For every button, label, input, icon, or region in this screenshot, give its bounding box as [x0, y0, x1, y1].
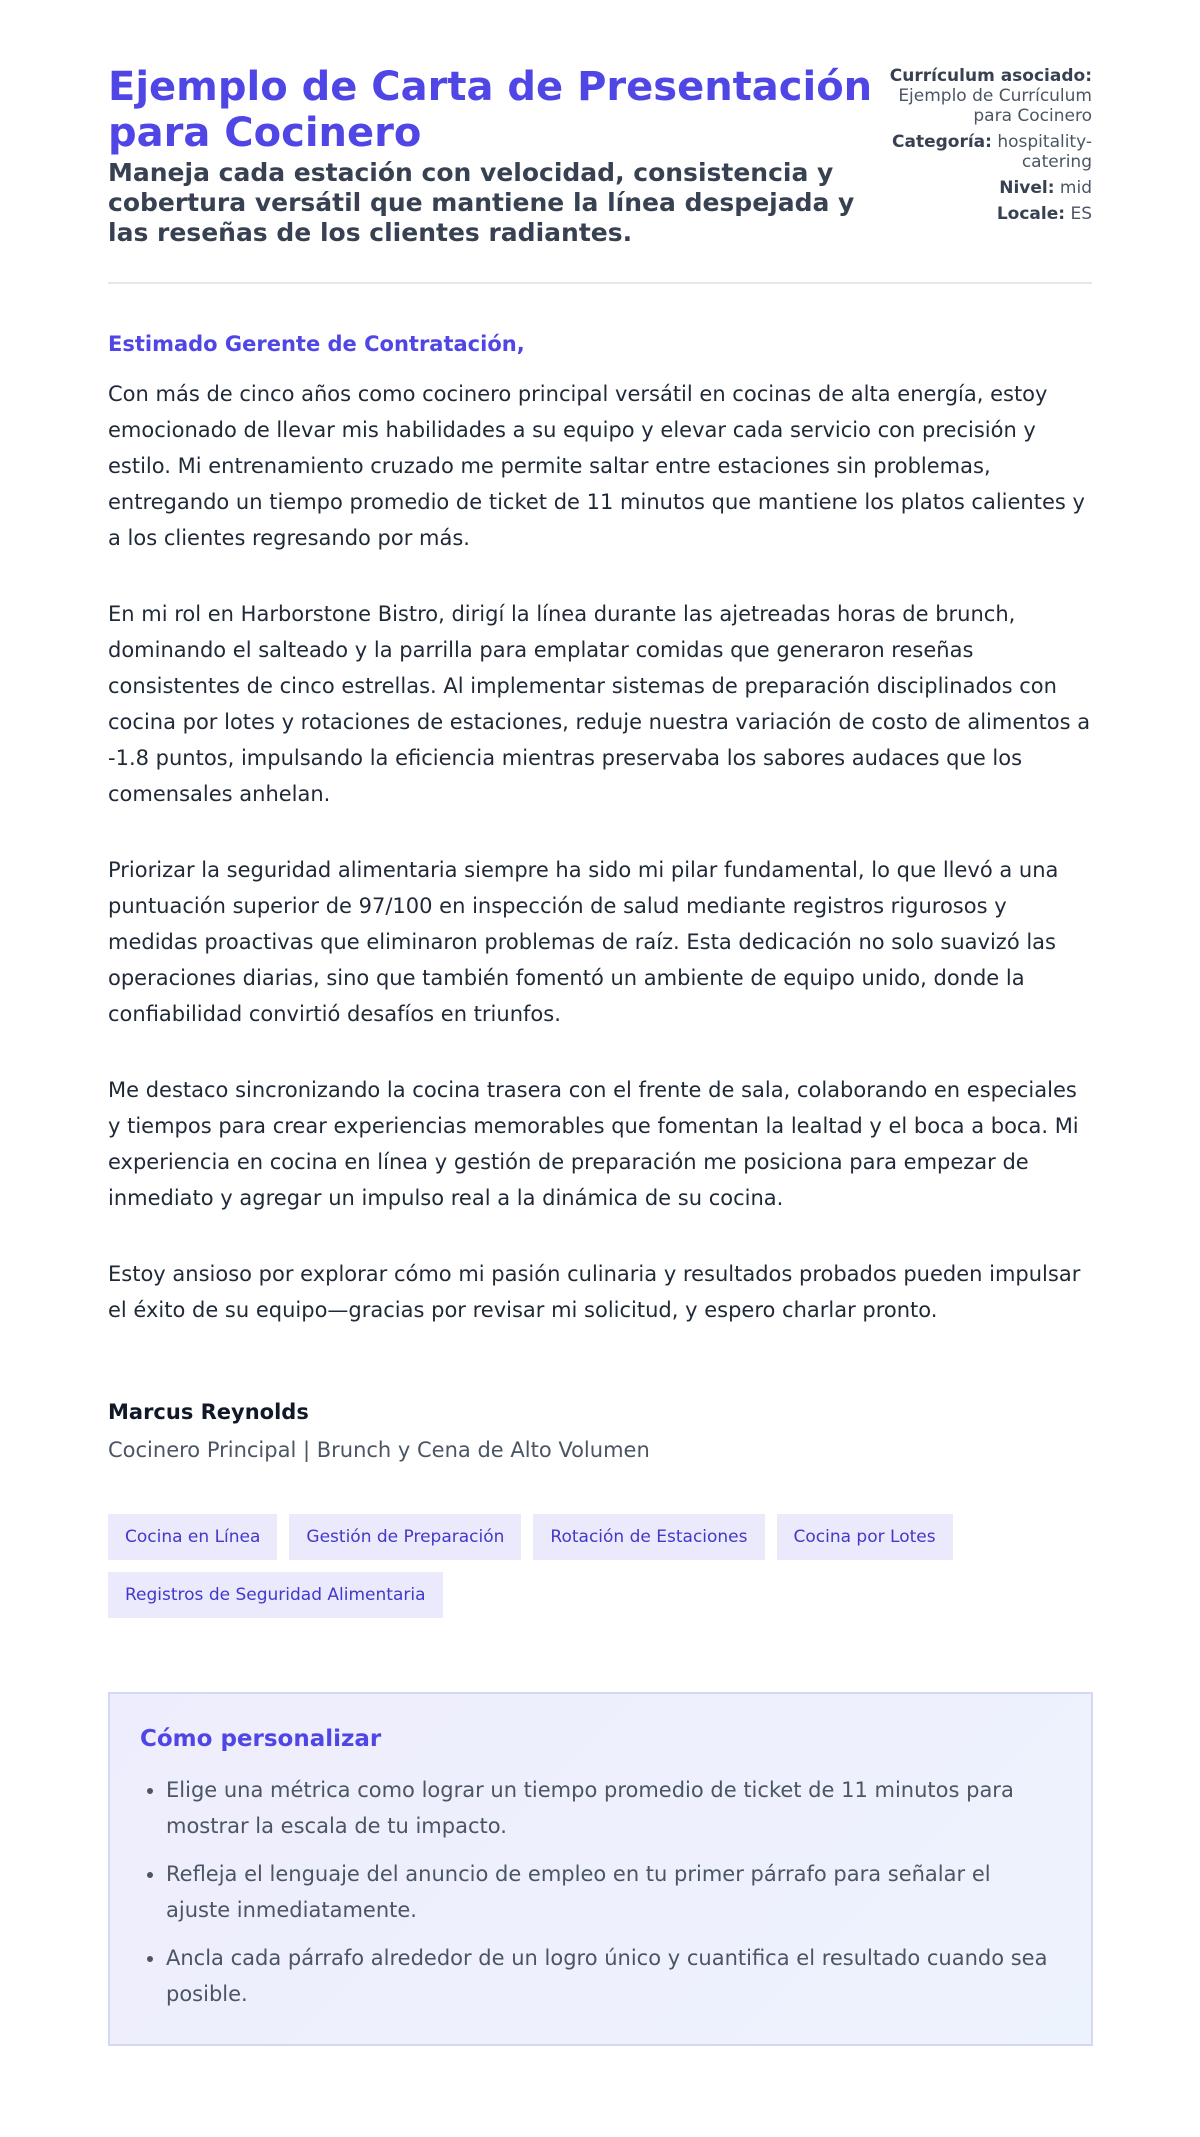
letter-paragraph: Priorizar la seguridad alimentaria siempre ha sido mi pilar fundamental, lo que llevó a una puntuación superior de 97/100 en inspección de salud mediante registros rigurosos y medidas proactivas que eliminaron problemas de raíz. Esta dedicación no solo suavizó las operaciones diarias, sino que también fomentó un ambiente de equipo unido, donde la confiabilidad convirtió desafíos en triunfos.: [108, 858, 1059, 1026]
letter-paragraph: Estoy ansioso por explorar cómo mi pasión culinaria y resultados probados pueden impulsar el éxito de su equipo—gracias por revisar mi solicitud, y espero charlar pronto.: [108, 1262, 1081, 1322]
tip-item: • Refleja el lenguaje del anuncio de empleo en tu primer párrafo para señalar el ajuste inmediatamente.: [166, 1856, 1061, 1928]
letter-paragraph: En mi rol en Harborstone Bistro, dirigí la línea durante las ajetreadas horas de brunch, dominando el salteado y la parrilla para emplatar comidas que generaron reseñas consistentes de cinco estrellas. Al implementar sistemas de preparación disciplinados con cocina por lotes y rotaciones de estaciones, reduje nuestra variación de costo de alimentos a -1.8 puntos, impulsando la eficiencia mientras preservaba los sabores audaces que los comensales anhelan.: [108, 602, 1091, 806]
document-meta: [880, 64, 1092, 230]
meta-resume-value: Ejemplo de Currículum para Cocinero: [898, 86, 1092, 126]
meta-category: [880, 132, 1092, 172]
meta-locale: [880, 204, 1092, 224]
skill-tag: Gestión de Preparación: [289, 1514, 521, 1560]
skill-tags: [108, 1514, 1093, 1618]
letter-body: [108, 330, 1092, 2046]
letter-paragraphs: [108, 376, 1092, 1328]
meta-level: [880, 178, 1092, 198]
skill-tag: Rotación de Estaciones: [533, 1514, 764, 1560]
signature-block: [108, 1398, 1092, 1464]
meta-level-value: mid: [1059, 178, 1092, 198]
page-subtitle: Maneja cada estación con velocidad, consistencia y cobertura versátil que mantiene la línea despejada y las reseñas de los clientes radiantes.: [108, 158, 855, 247]
meta-level-label: Nivel:: [999, 178, 1055, 198]
tip-item: • Elige una métrica como lograr un tiempo promedio de ticket de 11 minutos para mostrar la escala de tu impacto.: [166, 1772, 1061, 1844]
meta-locale-value: ES: [1070, 204, 1092, 224]
tip-item: • Ancla cada párrafo alrededor de un logro único y cuantifica el resultado cuando sea posible.: [166, 1940, 1061, 2012]
skill-tag: Registros de Seguridad Alimentaria: [108, 1572, 443, 1618]
skill-tag: Cocina en Línea: [108, 1514, 277, 1560]
skill-tag: Cocina por Lotes: [777, 1514, 953, 1560]
meta-locale-label: Locale:: [996, 204, 1066, 224]
letter-greeting: Estimado Gerente de Contratación,: [108, 332, 525, 356]
tips-list: [140, 1772, 1061, 2012]
signature-name: Marcus Reynolds: [108, 1400, 309, 1424]
meta-resume: [880, 66, 1092, 126]
meta-category-label: Categoría:: [892, 132, 992, 152]
tips-title: Cómo personalizar: [140, 1726, 382, 1752]
letter-paragraph: Me destaco sincronizando la cocina trasera con el frente de sala, colaborando en especiales y tiempos para crear experiencias memorables que fomentan la lealtad y el boca a boca. Mi experiencia en cocina en línea y gestión de preparación me posiciona para empezar de inmediato y agregar un impulso real a la dinámica de su cocina.: [108, 1078, 1079, 1210]
letter-paragraph: Con más de cinco años como cocinero principal versátil en cocinas de alta energía, estoy emocionado de llevar mis habilidades a su equipo y elevar cada servicio con precisión y estilo. Mi entrenamiento cruzado me permite saltar entre estaciones sin problemas, entregando un tiempo promedio de ticket de 11 minutos que mantiene los platos calientes y a los clientes regresando por más.: [108, 382, 1085, 550]
customization-tips-box: [108, 1692, 1093, 2046]
page-title: Ejemplo de Carta de Presentación para Cocinero: [108, 64, 873, 156]
header-titles: [108, 64, 878, 248]
meta-category-value: hospitality-catering: [997, 132, 1092, 172]
page-header: [108, 64, 1092, 284]
signature-role: Cocinero Principal | Brunch y Cena de Alto Volumen: [108, 1438, 650, 1462]
meta-resume-label: Currículum asociado:: [889, 66, 1092, 86]
